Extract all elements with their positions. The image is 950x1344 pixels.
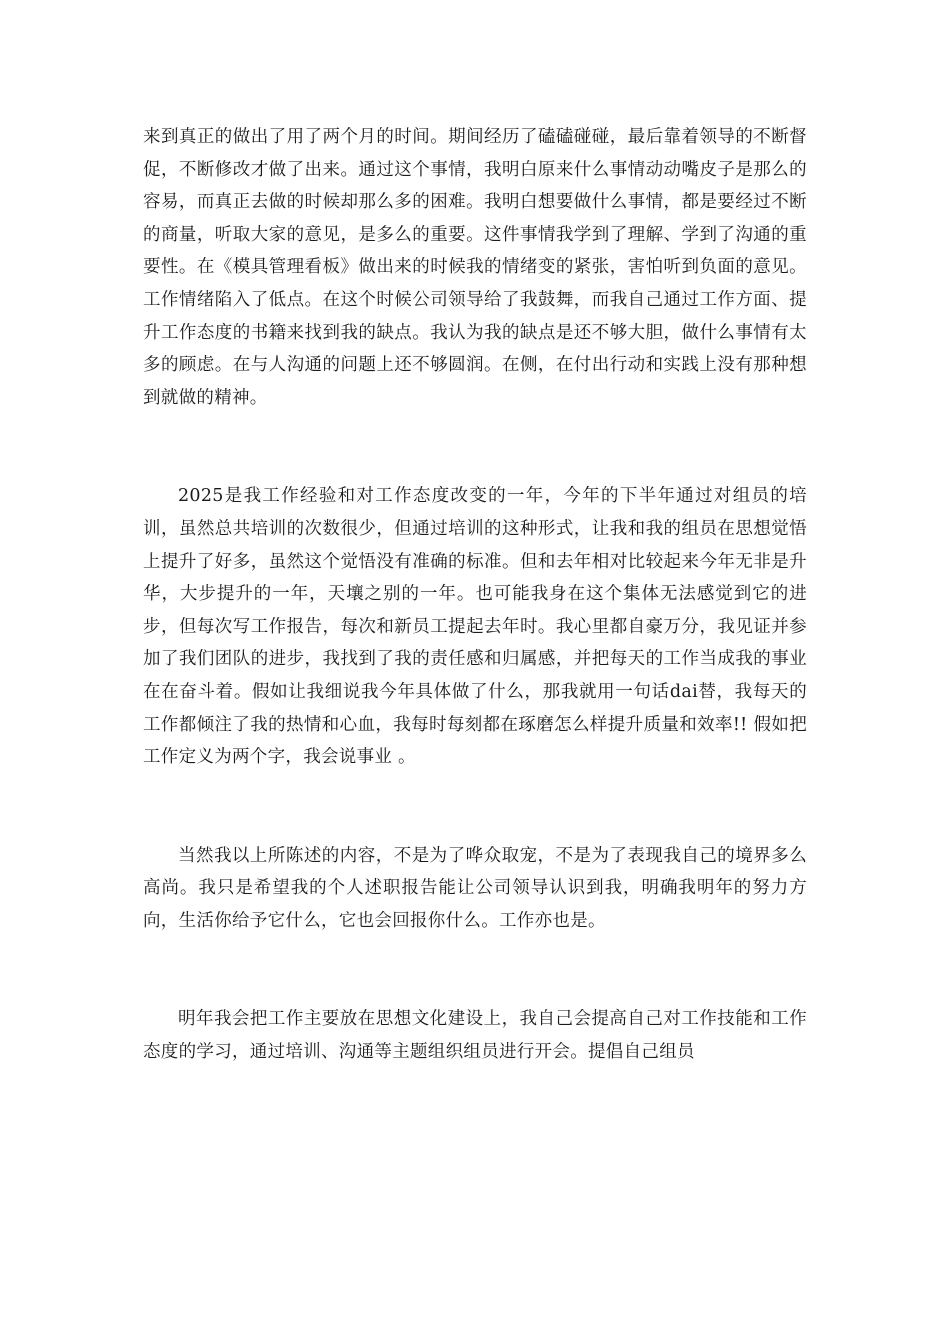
document-body <box>143 121 807 1069</box>
paragraph-4: 明年我会把工作主要放在思想文化建设上，我自己会提高自己对工作技能和工作态度的学习，通过培训、沟通等主题组织组员进行开会。提倡自己组员 <box>143 1009 807 1063</box>
paragraph-spacer <box>143 937 807 1003</box>
paragraph-spacer <box>143 774 807 840</box>
paragraph-2: 2025是我工作经验和对工作态度改变的一年，今年的下半年通过对组员的培训，虽然总共培训的次数很少，但通过培训的这种形式，让我和我的组员在思想觉悟上提升了好多，虽然这个觉悟没有准确的标准。但和去年相对比较起来今年无非是升华，大步提升的一年，天壤之别的一年。也可能我身在这个集体无法感觉到它的进步，但每次写工作报告，每次和新员工提起去年时。我心里都自豪万分，我见证并参加了我们团队的进步，我找到了我的责任感和归属感，并把每天的工作当成我的事业在在奋斗着。假如让我细说我今年具体做了什么，那我就用一句话dai替，我每天的工作都倾注了我的热情和心血，我每时每刻都在琢磨怎么样提升质量和效率!! 假如把工作定义为两个字，我会说事业 。 <box>143 486 807 768</box>
paragraph-spacer <box>143 414 807 480</box>
paragraph-3: 当然我以上所陈述的内容，不是为了哗众取宠，不是为了表现我自己的境界多么高尚。我只是希望我的个人述职报告能让公司领导认识到我，明确我明年的努力方向，生活你给予它什么，它也会回报你什么。工作亦也是。 <box>143 845 807 931</box>
paragraph-1: 来到真正的做出了用了两个月的时间。期间经历了磕磕碰碰，最后靠着领导的不断督促，不断修改才做了出来。通过这个事情，我明白原来什么事情动动嘴皮子是那么的容易，而真正去做的时候却那么多的困难。我明白想要做什么事情，都是要经过不断的商量，听取大家的意见，是多么的重要。这件事情我学到了理解、学到了沟通的重要性。在《模具管理看板》做出来的时候我的情绪变的紧张，害怕听到负面的意见。工作情绪陷入了低点。在这个时候公司领导给了我鼓舞，而我自己通过工作方面、提升工作态度的书籍来找到我的缺点。我认为我的缺点是还不够大胆，做什么事情有太多的顾虑。在与人沟通的问题上还不够圆润。在侧，在付出行动和实践上没有那种想到就做的精神。 <box>143 127 807 408</box>
